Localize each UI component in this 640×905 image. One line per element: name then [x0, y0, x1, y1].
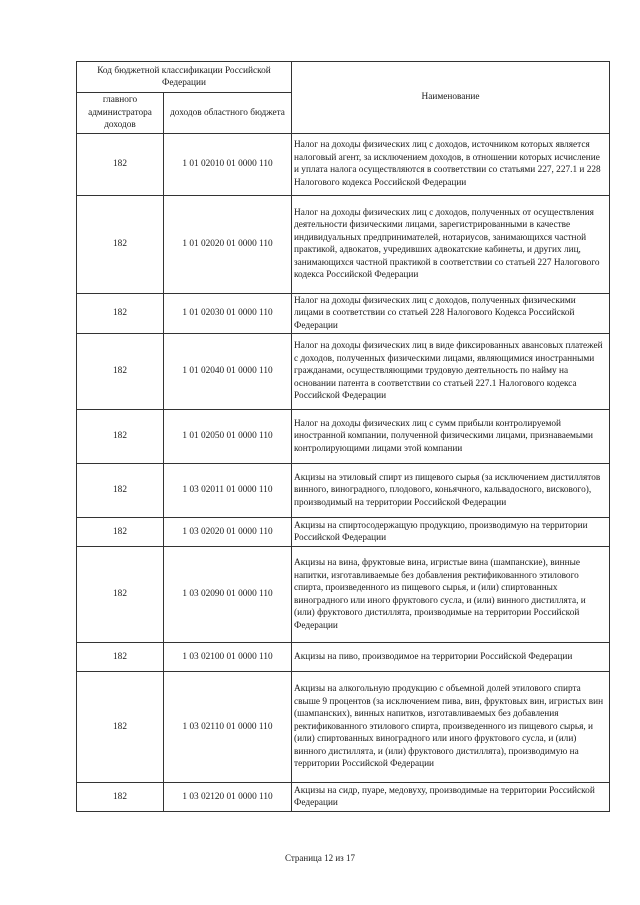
admin-code-cell: 182: [77, 464, 164, 518]
income-code-cell: 1 01 02040 01 0000 110: [164, 334, 292, 410]
income-code-cell: 1 03 02011 01 0000 110: [164, 464, 292, 518]
income-name-cell: Налог на доходы физических лиц с доходов, полученных от осуществления деятельности физическими лицами, зарегистрированными в качестве индивидуальных предпринимателей, нотариусов, занимающихся частной практикой, адвокатов, учредивших адвокатские кабинеты, и других лиц, занимающихся частной практикой в соответствии со статьей 227 Налогового кодекса Российской Федерации: [292, 195, 610, 293]
income-name-cell: Акцизы на спиртосодержащую продукцию, производимую на территории Российской Федерации: [292, 518, 610, 547]
income-code-cell: 1 01 02010 01 0000 110: [164, 133, 292, 195]
admin-code-cell: 182: [77, 410, 164, 464]
budget-classification-table: [76, 61, 610, 812]
income-name-cell: Налог на доходы физических лиц с сумм прибыли контролируемой иностранной компании, полученной физическими лицами, признаваемыми контролирующими лицами этой компании: [292, 410, 610, 464]
table-row: [77, 410, 610, 464]
header-name: Наименование: [292, 62, 610, 134]
header-admin-code: главного администратора доходов: [77, 93, 164, 134]
income-code-cell: 1 03 02120 01 0000 110: [164, 783, 292, 812]
income-name-cell: Налог на доходы физических лиц с доходов, источником которых является налоговый агент, за исключением доходов, в отношении которых исчисление и уплата налога осуществляются в соответствии со статьями 227, 227.1 и 228 Налогового кодекса Российской Федерации: [292, 133, 610, 195]
admin-code-cell: 182: [77, 133, 164, 195]
admin-code-cell: 182: [77, 334, 164, 410]
admin-code-cell: 182: [77, 547, 164, 643]
admin-code-cell: 182: [77, 783, 164, 812]
income-code-cell: 1 03 02110 01 0000 110: [164, 672, 292, 783]
admin-code-cell: 182: [77, 643, 164, 672]
admin-code-cell: 182: [77, 293, 164, 334]
table-row: [77, 195, 610, 293]
admin-code-cell: 182: [77, 518, 164, 547]
income-code-cell: 1 01 02020 01 0000 110: [164, 195, 292, 293]
income-name-cell: Акцизы на сидр, пуаре, медовуху, производимые на территории Российской Федерации: [292, 783, 610, 812]
table-row: [77, 133, 610, 195]
table-row: [77, 334, 610, 410]
income-name-cell: Налог на доходы физических лиц с доходов, полученных физическими лицами в соответствии со статьей 228 Налогового Кодекса Российской Федерации: [292, 293, 610, 334]
admin-code-cell: 182: [77, 672, 164, 783]
income-name-cell: Акцизы на алкогольную продукцию с объемной долей этилового спирта свыше 9 процентов (за исключением пива, вин, фруктовых вин, игристых вин (шампанских), винных напитков, изготавливаемых без добавления ректификованного этилового спирта, произведенного из пищевого сырья, и (или) спиртованных виноградного или иного фруктового сусла, и (или) винного дистиллята, и (или) фруктового дистиллята), производимую на территории Российской Федерации: [292, 672, 610, 783]
income-code-cell: 1 03 02020 01 0000 110: [164, 518, 292, 547]
table-row: [77, 783, 610, 812]
header-income-code: доходов областного бюджета: [164, 93, 292, 134]
table-row: [77, 672, 610, 783]
income-name-cell: Акцизы на этиловый спирт из пищевого сырья (за исключением дистиллятов винного, виноградного, плодового, коньячного, кальвадосного, вискового), производимый на территории Российской Федерации: [292, 464, 610, 518]
table-row: [77, 464, 610, 518]
table-row: [77, 293, 610, 334]
table-row: [77, 547, 610, 643]
income-code-cell: 1 03 02100 01 0000 110: [164, 643, 292, 672]
income-name-cell: Налог на доходы физических лиц в виде фиксированных авансовых платежей с доходов, полученных физическими лицами, являющимися иностранными гражданами, осуществляющими трудовую деятельность по найму на основании патента в соответствии со статьей 227.1 Налогового кодекса Российской Федерации: [292, 334, 610, 410]
income-name-cell: Акцизы на вина, фруктовые вина, игристые вина (шампанские), винные напитки, изготавливаемые без добавления ректификованного этилового спирта, произведенного из пищевого сырья, и (или) спиртованных виноградного или иного фруктового сусла, и (или) винного дистиллята, и (или) фруктового дистиллята, производимые на территории Российской Федерации: [292, 547, 610, 643]
page-number: Страница 12 из 17: [285, 853, 355, 863]
income-code-cell: 1 01 02050 01 0000 110: [164, 410, 292, 464]
header-classification-code: Код бюджетной классификации Российской Федерации: [77, 62, 292, 93]
table-row: [77, 643, 610, 672]
income-code-cell: 1 03 02090 01 0000 110: [164, 547, 292, 643]
admin-code-cell: 182: [77, 195, 164, 293]
income-name-cell: Акцизы на пиво, производимое на территории Российской Федерации: [292, 643, 610, 672]
income-code-cell: 1 01 02030 01 0000 110: [164, 293, 292, 334]
table-row: [77, 518, 610, 547]
